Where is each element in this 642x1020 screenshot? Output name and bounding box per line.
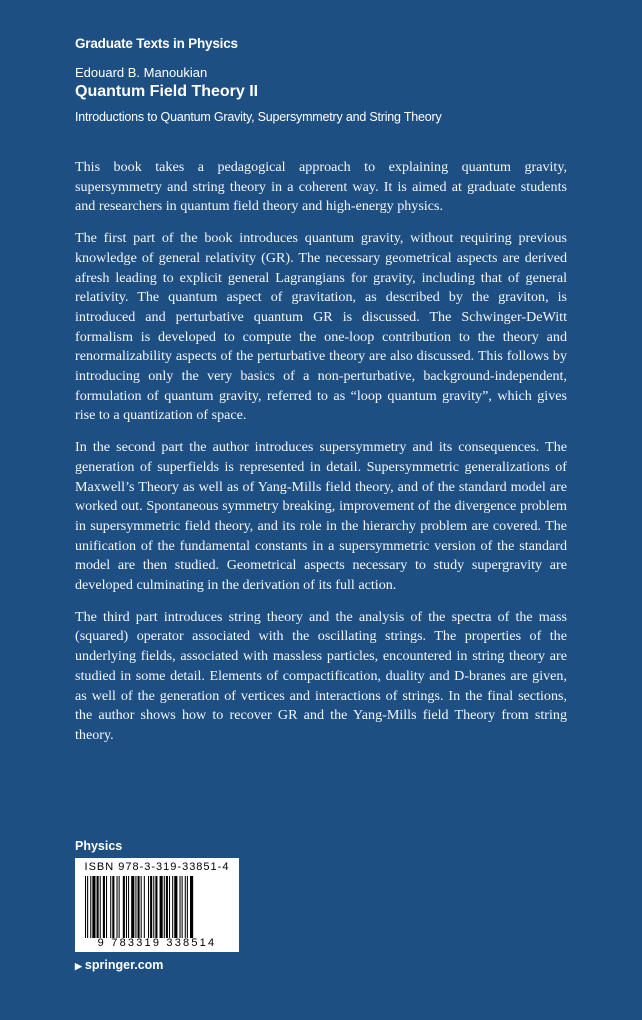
blurb-paragraph-1: This book takes a pedagogical approach to explaining quantum gravity, supersymmetry and string theory in a coherent way. It is aimed at graduate students and researchers in quantum field theory and high-energy physics.	[75, 159, 567, 215]
publisher-url[interactable]: springer.com	[84, 958, 164, 972]
blurb-paragraph-4: The third part introduces string theory and the analysis of the spectra of the mass (squared) operator associated with the oscillating strings. The properties of the underlying fields, associated with massless particles, encountered in string theory are studied in some detail. Elements of compactification, duality and D-branes are given, as well of the generation of vertices and interactions of strings. In the final sections, the author shows how to recover GR and the Yang-Mills field Theory from string theory.	[75, 608, 567, 743]
publisher-link[interactable]	[75, 958, 163, 972]
book-title: Quantum Field Theory II	[75, 83, 259, 100]
barcode	[75, 858, 239, 952]
series-name: Graduate Texts in Physics	[75, 36, 238, 51]
author-name: Edouard B. Manoukian	[75, 65, 208, 80]
blurb	[75, 158, 567, 758]
arrow-icon: ▶	[75, 961, 82, 971]
blurb-paragraph-2: The first part of the book introduces quantum gravity, without requiring previous knowledge of general relativity (GR). The necessary geometrical aspects are derived afresh leading to explicit general Lagrangians for gravity, including that of general relativity. The quantum aspect of gravitation, as described by the graviton, is introduced and perturbative quantum GR is discussed. The Schwinger-DeWitt formalism is developed to compute the one-loop contribution to the theory and renormalizability aspects of the perturbative theory are also discussed. This follows by introducing only the very basics of a non-perturbative, background-independent, formulation of quantum gravity, referred to as “loop quantum gravity”, which gives rise to a quantization of space.	[75, 230, 567, 424]
barcode-bars	[85, 876, 235, 938]
subject-label: Physics	[75, 839, 123, 853]
ean-digits: 9 783319 338514	[97, 937, 217, 949]
book-subtitle: Introductions to Quantum Gravity, Supersymmetry and String Theory	[75, 110, 442, 124]
blurb-paragraph-3: In the second part the author introduces supersymmetry and its consequences. The generation of superfields is represented in detail. Supersymmetric generalizations of Maxwell’s Theory as well as of Yang-Mills field theory, and of the standard model are worked out. Spontaneous symmetry breaking, improvement of the divergence problem in supersymmetric field theory, and its role in the hierarchy problem are covered. The unification of the fundamental constants in a supersymmetric version of the standard model are then studied. Geometrical aspects necessary to study supergravity are developed culminating in the derivation of its full action.	[75, 439, 567, 594]
isbn-label: ISBN 978-3-319-33851-4	[84, 861, 230, 873]
